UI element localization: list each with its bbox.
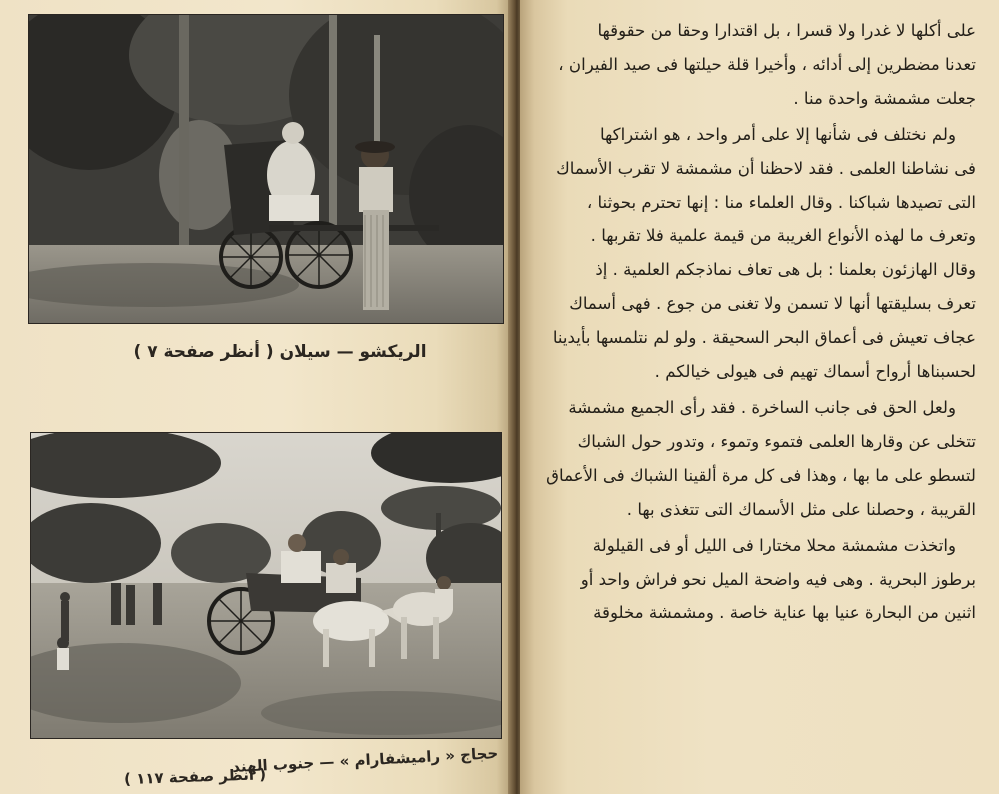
right-page-text: [528, 14, 976, 630]
pilgrims-caption-line2: ( أنظر صفحة ١١٧ ): [123, 765, 267, 789]
rickshaw-photo-image: [29, 15, 503, 323]
paragraph-2: ولم نختلف فى شأنها إلا على أمر واحد ، هو اشتراكها فى نشاطنا العلمى . فقد لاحظنا أن مشمشة لا تقرب الأسماك التى تصيدها شباكنا . وقال العلماء منا : إنها تحترم بحوثنا ، وتعرف ما لهذه الأنواع الغريبة من قيمة علمية فلا تقربها . وقال الهازئون بعلمنا : بل هى تعاف نماذجكم العلمية . إذ تعرف بسليقتها أنها لا تسمن ولا تغنى من جوع . فهى أسماك عجاف تعيش فى أعماق البحر السحيقة . ولو لم نتلمسها بأيدينا لحسبناها أرواح أسماك تهيم فى هيولى خيالكم .: [552, 124, 976, 382]
paragraph-3: ولعل الحق فى جانب الساخرة . فقد رأى الجميع مشمشة تتخلى عن وقارها العلمى فتموء وتموء ، وتدور حول الشباك لتسطو على ما بها ، وهذا فى كل مرة ألقينا الشباك فى الأعماق القريبة ، وحصلنا على مثل الأسماك التى تتغذى بها .: [546, 397, 976, 519]
pilgrims-photo: [30, 432, 502, 739]
paragraph-1: على أكلها لا غدرا ولا قسرا ، بل اقتدارا وحقا من حقوقها تعدنا مضطرين إلى أدائه ، وأخيرا قلة حيلتها فى صيد الفيران ، جعلت مشمشة واحدة منا .: [558, 21, 976, 108]
pilgrims-photo-image: [31, 433, 501, 738]
pilgrims-caption-line1: حجاج « راميشفارام » — جنوب الهند: [231, 744, 499, 777]
paragraph-4: واتخذت مشمشة محلا مختارا فى الليل أو فى القيلولة برطوز البحرية . وهى فيه واضحة الميل نحو فراش واحد أو اثنين من البحارة عنيا بها عناية خاصة . ومشمشة مخلوقة: [580, 535, 976, 623]
rickshaw-caption: الريكشو — سيلان ( أنظر صفحة ٧ ): [133, 342, 427, 362]
rickshaw-photo: [28, 14, 504, 324]
